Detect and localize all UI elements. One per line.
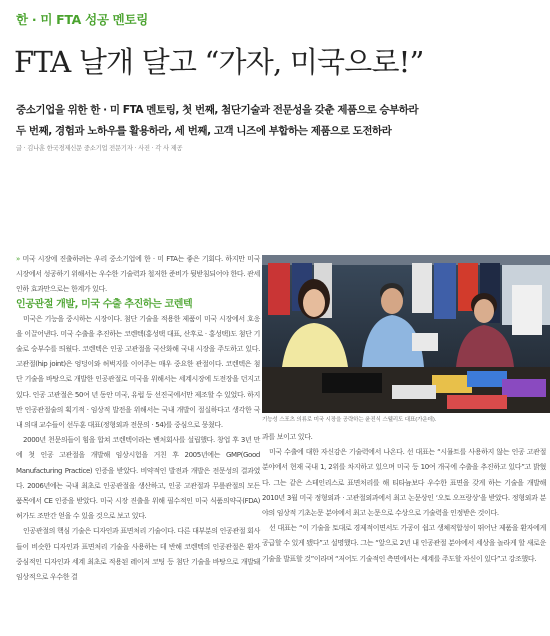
article-subhead — [16, 100, 536, 142]
article-title: FTA 날개 달고 “가자, 미국으로!” — [14, 45, 424, 79]
bullet-marker: » — [16, 255, 23, 263]
body-paragraph-5: 선 대표는 “이 기술을 토대로 경제적이면서도 가공이 쉽고 생체적합성이 뛰어난 제품을 환자에게 공급할 수 있게 됐다”고 설명했다. 그는 “앞으로 2년 내 인공관절 분야에서 세상을 놀라게 할 새로운 기술을 발표할 것”이라며 “저어도 기술적인 측면에서는 세계를 주도할 자신이 있다”고 강조했다. — [262, 524, 546, 563]
left-column — [16, 252, 260, 585]
section-heading: 인공관절 개발, 미국 수출 추진하는 코렌텍 — [16, 298, 193, 310]
subhead-line-1: 중소기업을 위한 한 · 미 FTA 멘토링, 첫 번째, 첨단기술과 전문성을 갖춘 제품으로 승부하라 — [16, 104, 419, 116]
section-kicker: 한 · 미 FTA 성공 멘토링 — [16, 12, 149, 27]
byline: 글 · 김나훈 한국경제신문 중소기업 전문기자 · 사진 · 각 사 제공 — [16, 145, 183, 152]
photo-caption: 기능성 스포츠 의류로 미국 시장을 공략하는 윤진식 스웰리도 대표(가운데). — [262, 417, 437, 423]
body-paragraph-3: 인공관절의 핵심 기술은 디자인과 표면처리 기술이다. 다른 대부분의 인공관절 회사들이 비슷한 디자인과 표면처리 기술을 사용하는 데 반해 코렌텍의 인공관절은 환자 중심적인 디자인과 세계 최초로 적용된 레이저 코팅 등 첨단 기술을 바탕으로 개발돼 임상적으로 우수한 결 — [16, 527, 260, 582]
body-paragraph-4: 미국 수출에 대한 자신감은 기술력에서 나온다. 선 대표는 “시뮬트를 사용하지 않는 인공 고관절 분야에서 현재 국내 1, 2위를 차지하고 있으며 미국 등 10여 개국에 수출을 추진하고 있다”고 밝혔다. 그는 같은 스테인리스로 표면처리를 해 티타늄보다 우수한 표면을 갖게 하는 기술을 개발해 2010년 3월 미국 정형외과 · 고관절외과에서 최고 논문상인 ‘오토 오프랑상’을 받았다. 정형외과 분야의 임상적 기초논문 분야에서 최고 논문으로 수상으로 기술력을 인정받은 것이다. — [262, 448, 546, 518]
subhead-line-2: 두 번째, 경험과 노하우를 활용하라, 세 번째, 고객 니즈에 부합하는 제품으로 도전하라 — [16, 125, 392, 137]
lead-paragraph — [16, 252, 260, 298]
body-paragraph-2: 2000년 천문의들이 힘을 합쳐 코렌텍이라는 벤처회사를 설립했다. 창업 후 3년 만에 첫 인공 고관절을 개발해 임상시험을 거친 후 2005년에는 GMP(Good Manufacturing Practice) 인증을 받았다. 비약적인 발전과 개발은 전문성의 결과였다. 2006년에는 국내 최초로 인공관절을 생산하고, 인공 고관절과 무릎관절의 모든 품목에서 CE 인증을 받았다. 미국 시장 진출을 위해 필수적인 미국 식품의약국(FDA) 허가도 조만간 얻을 수 있을 것으로 보고 있다. — [16, 436, 260, 521]
continued-paragraph: 과를 보이고 있다. — [262, 433, 313, 441]
article-photo — [262, 255, 550, 413]
right-column — [262, 430, 546, 567]
lead-text: 미국 시장에 진출하려는 우리 중소기업에 한 · 미 FTA는 좋은 기회다. 하지만 미국 시장에서 성공하기 위해서는 우수한 기술력과 철저한 준비가 뒷받침되어야 한다. 관세 인하 효과만으로는 한계가 있다. — [16, 255, 260, 294]
body-paragraph-1: 미국은 기능을 중시하는 시장이다. 첨단 기술을 적용한 제품이 미국 시장에서 호응을 이끌어낸다. 미국 수출을 추진하는 코렌텍(홍성택 대표, 산후로 · 홍성택)도 첨단 기술로 승부수를 띄웠다. 코렌텍은 인공 고관절을 국산화해 국내 시장을 주도하고 있다. 고관절(hip joint)은 엉덩이와 허벅지를 이어주는 매우 중요한 관절이다. 코렌텍은 첨단 기술을 바탕으로 개발한 인공관절로 미국을 위해서는 세계시장에 도전장을 던지고 있다. 인공 고관절은 50여 년 동안 미국, 유럽 등 선진국에서만 제조할 수 있었다. 하지만 인공관절술의 획기적 · 임상적 발전을 위해서는 국내 개발이 절실하다고 생각한 국내 의대 교수들이 선두훈 대표(정형외과 전문의 · 54)를 중심으로 뭉쳤다. — [16, 314, 260, 430]
